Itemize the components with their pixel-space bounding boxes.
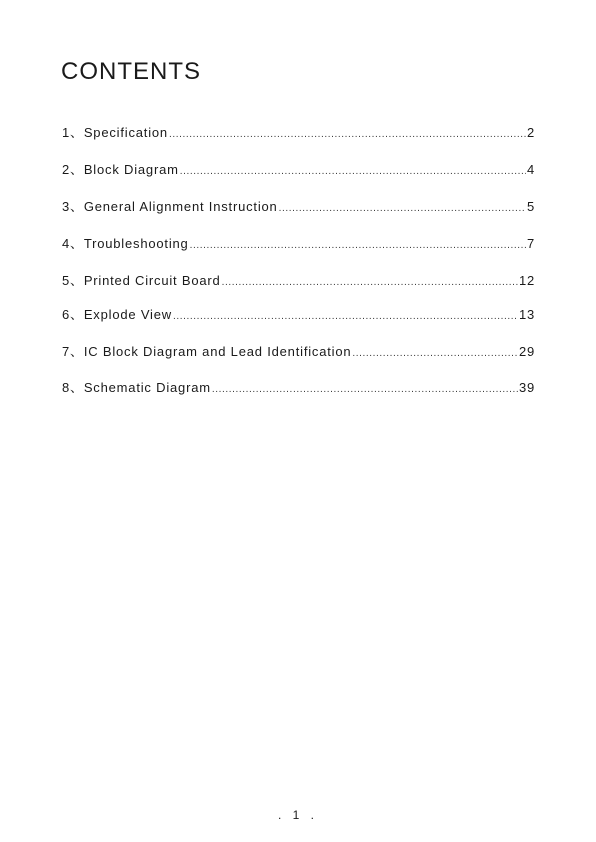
toc-entry-label: 3、General Alignment Instruction: [62, 199, 278, 214]
toc-entry-general-alignment[interactable]: [62, 198, 535, 216]
toc-entry-label: 6、Explode View: [62, 307, 172, 322]
toc-entry-block-diagram[interactable]: [62, 161, 535, 179]
toc-entry-label: 1、Specification: [62, 125, 168, 140]
dot-leader: [352, 345, 518, 363]
dot-leader: [212, 381, 518, 399]
dot-leader: [279, 200, 526, 218]
toc-entry-label: 4、Troubleshooting: [62, 236, 189, 251]
dot-leader: [180, 163, 526, 181]
toc-entry-page: 2: [526, 125, 535, 140]
toc-entry-ic-block-diagram[interactable]: [62, 343, 535, 361]
toc-entry-label: 8、Schematic Diagram: [62, 380, 211, 395]
toc-entry-explode-view[interactable]: [62, 306, 535, 324]
dot-leader: [173, 308, 518, 326]
dot-leader: [222, 274, 518, 292]
toc-entry-troubleshooting[interactable]: [62, 235, 535, 253]
toc-entry-page: 29: [518, 344, 535, 359]
dot-leader: [190, 237, 526, 255]
dot-leader: [169, 126, 526, 144]
page-title: CONTENTS: [61, 58, 201, 85]
toc-entry-page: 12: [518, 273, 535, 288]
toc-entry-page: 39: [518, 380, 535, 395]
toc-entry-page: 5: [526, 199, 535, 214]
toc-entry-page: 13: [518, 307, 535, 322]
toc-entry-label: 2、Block Diagram: [62, 162, 179, 177]
toc-entry-label: 7、IC Block Diagram and Lead Identification: [62, 344, 352, 359]
page-number: . 1 .: [277, 808, 318, 822]
toc-entry-printed-circuit-board[interactable]: [62, 272, 535, 290]
toc-entry-schematic-diagram[interactable]: [62, 379, 535, 397]
toc-entry-page: 7: [526, 236, 535, 251]
toc-entry-label: 5、Printed Circuit Board: [62, 273, 221, 288]
toc-entry-page: 4: [526, 162, 535, 177]
toc-entry-specification[interactable]: [62, 124, 535, 142]
